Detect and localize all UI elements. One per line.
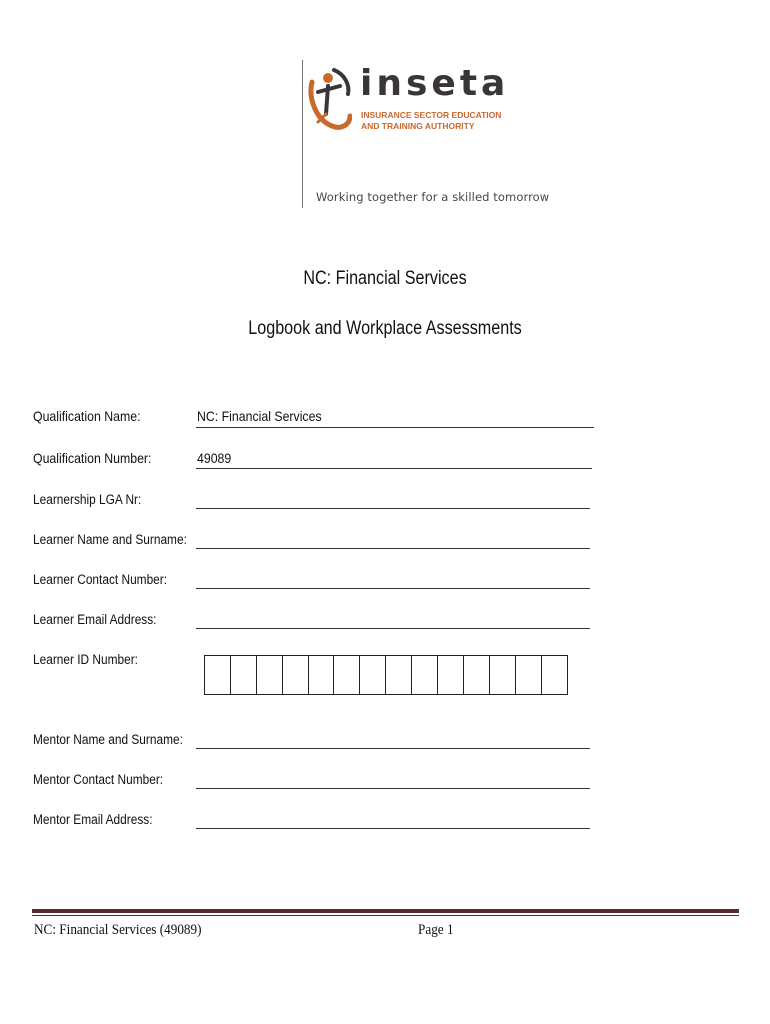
qualification-name-value[interactable]: NC: Financial Services bbox=[197, 408, 322, 424]
id-digit-box[interactable] bbox=[283, 656, 309, 694]
learner-contact-label: Learner Contact Number: bbox=[33, 572, 168, 587]
learner-id-boxes[interactable] bbox=[204, 655, 568, 695]
id-digit-box[interactable] bbox=[412, 656, 438, 694]
id-digit-box[interactable] bbox=[205, 656, 231, 694]
id-digit-box[interactable] bbox=[490, 656, 516, 694]
logo-tagline: Working together for a skilled tomorrow bbox=[316, 190, 550, 204]
footer-document-name: NC: Financial Services (49089) bbox=[34, 922, 202, 938]
id-digit-box[interactable] bbox=[464, 656, 490, 694]
footer-rule-thin bbox=[32, 915, 739, 916]
document-subtitle: Logbook and Workplace Assessments bbox=[248, 318, 522, 339]
logo-wordmark: inseta bbox=[360, 63, 510, 104]
learner-email-field[interactable] bbox=[196, 628, 590, 629]
learner-email-label: Learner Email Address: bbox=[33, 612, 157, 627]
logo-subtitle-line2: AND TRAINING AUTHORITY bbox=[361, 121, 475, 131]
inseta-figure-icon bbox=[306, 64, 352, 134]
qualification-number-value[interactable]: 49089 bbox=[197, 450, 232, 466]
document-title: NC: Financial Services bbox=[303, 268, 467, 289]
qualification-number-label: Qualification Number: bbox=[33, 450, 152, 466]
qualification-number-line bbox=[196, 468, 592, 469]
mentor-name-label: Mentor Name and Surname: bbox=[33, 732, 183, 747]
id-digit-box[interactable] bbox=[309, 656, 335, 694]
learner-id-label: Learner ID Number: bbox=[33, 652, 138, 667]
mentor-name-field[interactable] bbox=[196, 748, 590, 749]
id-digit-box[interactable] bbox=[257, 656, 283, 694]
learner-contact-field[interactable] bbox=[196, 588, 590, 589]
id-digit-box[interactable] bbox=[516, 656, 542, 694]
logo-subtitle-line1: INSURANCE SECTOR EDUCATION bbox=[361, 110, 502, 120]
learnership-lga-label: Learnership LGA Nr: bbox=[33, 492, 142, 507]
logo-subtitle bbox=[361, 110, 501, 132]
id-digit-box[interactable] bbox=[386, 656, 412, 694]
id-digit-box[interactable] bbox=[334, 656, 360, 694]
id-digit-box[interactable] bbox=[231, 656, 257, 694]
id-digit-box[interactable] bbox=[360, 656, 386, 694]
id-digit-box[interactable] bbox=[438, 656, 464, 694]
mentor-contact-label: Mentor Contact Number: bbox=[33, 772, 164, 787]
mentor-email-field[interactable] bbox=[196, 828, 590, 829]
logo-divider bbox=[302, 60, 303, 208]
footer-page-number: Page 1 bbox=[418, 922, 454, 938]
id-digit-box[interactable] bbox=[542, 656, 568, 694]
learnership-lga-field[interactable] bbox=[196, 508, 590, 509]
footer-rule bbox=[32, 909, 739, 913]
learner-name-field[interactable] bbox=[196, 548, 590, 549]
inseta-logo bbox=[302, 60, 550, 210]
mentor-email-label: Mentor Email Address: bbox=[33, 812, 153, 827]
qualification-name-label: Qualification Name: bbox=[33, 408, 141, 424]
qualification-name-line bbox=[196, 427, 594, 428]
learner-name-label: Learner Name and Surname: bbox=[33, 532, 187, 547]
mentor-contact-field[interactable] bbox=[196, 788, 590, 789]
